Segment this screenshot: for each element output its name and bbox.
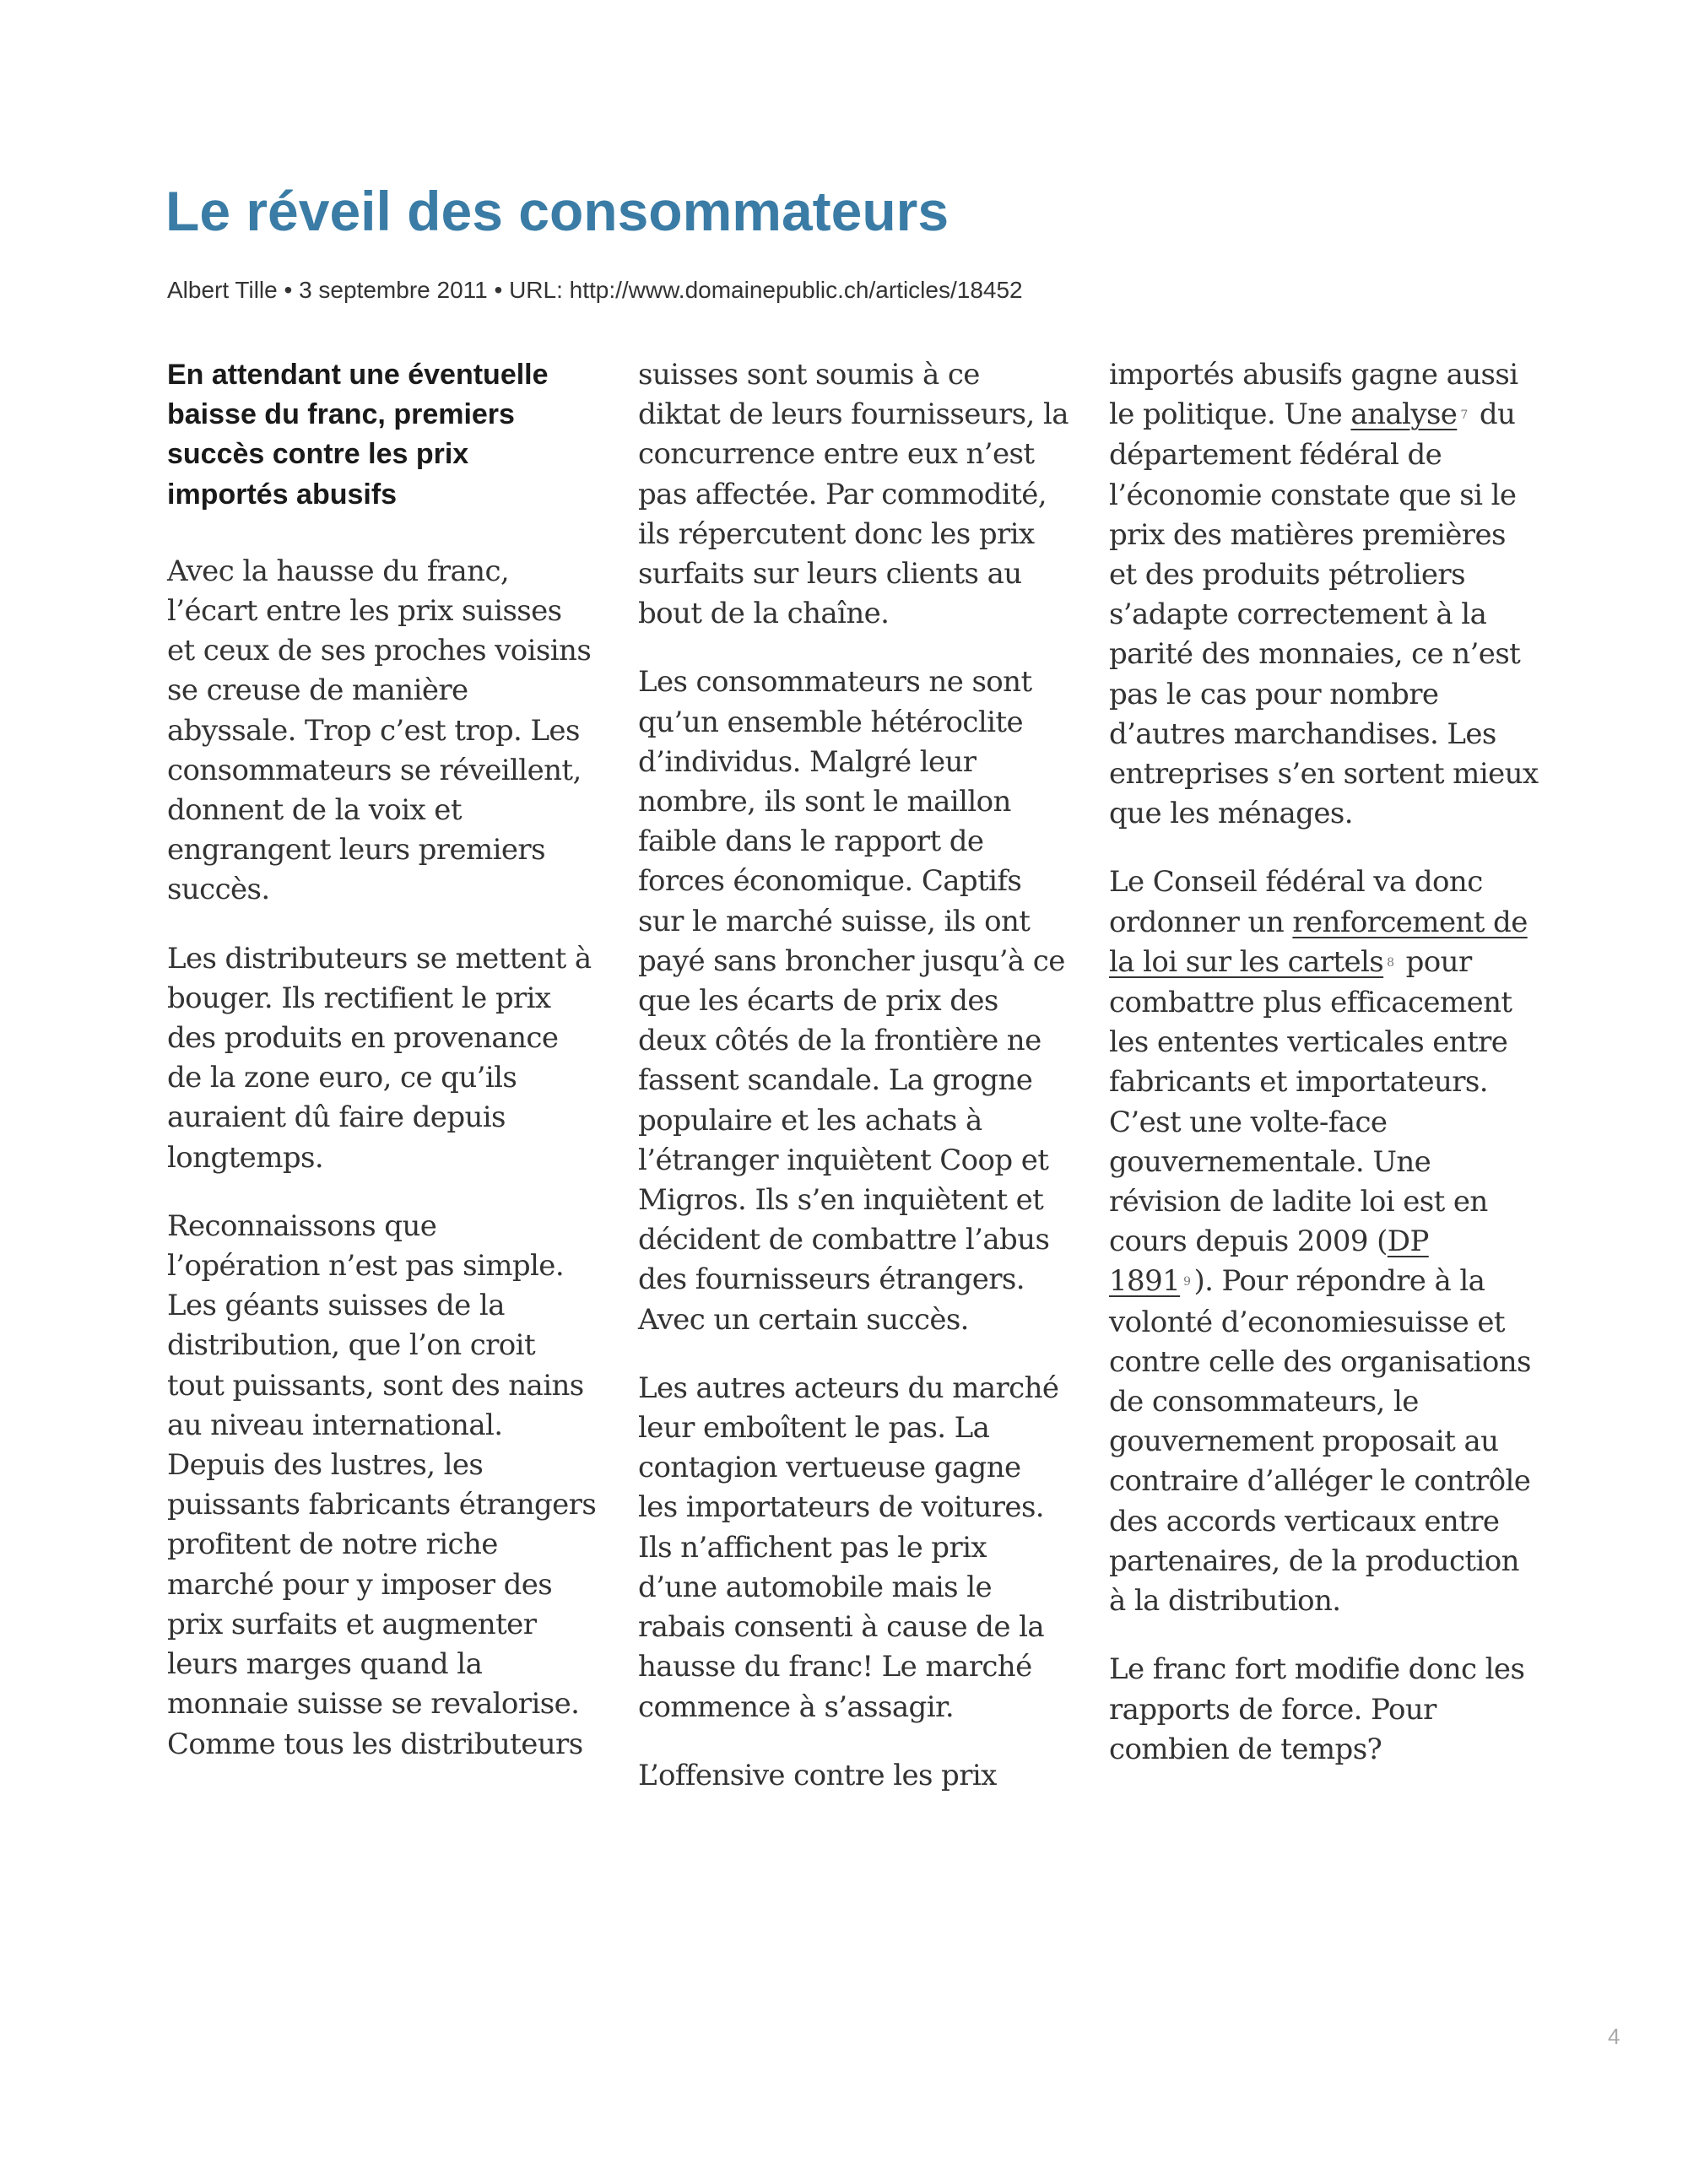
paragraph <box>1109 355 1539 834</box>
footnote-ref: 8 <box>1387 955 1394 970</box>
paragraph-text: Le Conseil fédéral va donc ordonner un <box>1109 865 1483 939</box>
paragraph: Avec la hausse du franc, l’écart entre les prix suisses et ceux de ses proches voisins se creuse de manière abyssale. Trop c’est trop. Les consommateurs se réveillent, donnent de la voix et engrangent leurs premiers succès. <box>167 554 592 907</box>
paragraph: Reconnaissons que l’opération n’est pas simple. Les géants suisses de la distribution, que l’on croit tout puissants, sont des nains au niveau international. Depuis des lustres, les puissants fabricants étrangers profitent de notre riche marché pour y imposer des prix surfaits et augmenter leurs marges quand la monnaie suisse se revalorise. Comme tous les distributeurs <box>167 1208 597 1761</box>
paragraph-text: du département fédéral de l’économie constate que si le prix des matières premières et des produits pétroliers s’adapte correctement à la parité des monnaies, ce n’est pas le cas pour nombre d’autres marchandises. Les entreprises s’en sortent mieux que les ménages. <box>1109 397 1539 831</box>
page-number: 4 <box>1608 2024 1620 2049</box>
paragraph: Les distributeurs se mettent à bouger. Ils rectifient le prix des produits en provenance de la zone euro, ce qu’ils auraient dû faire depuis longtemps. <box>167 941 592 1175</box>
dp-1891-link[interactable]: DP 1891 <box>1109 1224 1429 1299</box>
article-lead: En attendant une éventuelle baisse du franc, premiers succès contre les prix importés abusifs <box>167 359 549 511</box>
paragraph: Les autres acteurs du marché leur emboîtent le pas. La contagion vertueuse gagne les importateurs de voitures. Ils n’affichent pas le prix d’une automobile mais le rabais consenti à cause de la hausse du franc! Le marché commence à s’assagir. <box>638 1370 1059 1724</box>
article-byline: Albert Tille • 3 septembre 2011 • URL: http://www.domainepublic.ch/articles/18452 <box>167 277 1023 303</box>
paragraph: L’offensive contre les prix <box>638 1758 997 1792</box>
analyse-link[interactable]: analyse <box>1350 397 1458 432</box>
paragraph-text: importés abusifs gagne aussi le politique. Une <box>1109 358 1518 432</box>
paragraph-text: ). Pour répondre à la volonté d’economiesuisse et contre celle des organisations de consommateurs, le gouvernement proposait au contraire d’alléger le contrôle des accords verticaux entre partenaires, de la production à la distribution. <box>1109 1264 1531 1619</box>
article-title: Le réveil des consommateurs <box>165 180 950 242</box>
article-column-1 <box>167 355 598 1793</box>
paragraph <box>1109 862 1539 1621</box>
footnote-ref: 9 <box>1183 1275 1191 1289</box>
paragraph: Les consommateurs ne sont qu’un ensemble hétéroclite d’individus. Malgré leur nombre, ils sont le maillon faible dans le rapport de forces économique. Captifs sur le marché suisse, ils ont payé sans broncher jusqu’à ce que les écarts de prix des deux côtés de la frontière ne fassent scandale. La grogne populaire et les achats à l’étranger inquiètent Coop et Migros. Ils s’en inquiètent et décident de combattre l’abus des fournisseurs étrangers. Avec un certain succès. <box>638 665 1065 1337</box>
paragraph: Le franc fort modifie donc les rapports de force. Pour combien de temps? <box>1109 1652 1525 1766</box>
paragraph: suisses sont soumis à ce diktat de leurs fournisseurs, la concurrence entre eux n’est pas affectée. Par commodité, ils répercutent donc les prix surfaits sur leurs clients au bout de la chaîne. <box>638 358 1069 631</box>
cartel-law-link[interactable]: renforcement de la loi sur les cartels <box>1109 905 1528 979</box>
article-column-3 <box>1109 355 1539 1798</box>
paragraph-text: pour combattre plus efficacement les ententes verticales entre fabricants et importateurs. C’est une volte-face gouvernementale. Une révision de ladite loi est en cours depuis 2009 ( <box>1109 944 1512 1259</box>
footnote-ref: 7 <box>1460 408 1468 423</box>
article-column-2 <box>638 355 1069 1825</box>
